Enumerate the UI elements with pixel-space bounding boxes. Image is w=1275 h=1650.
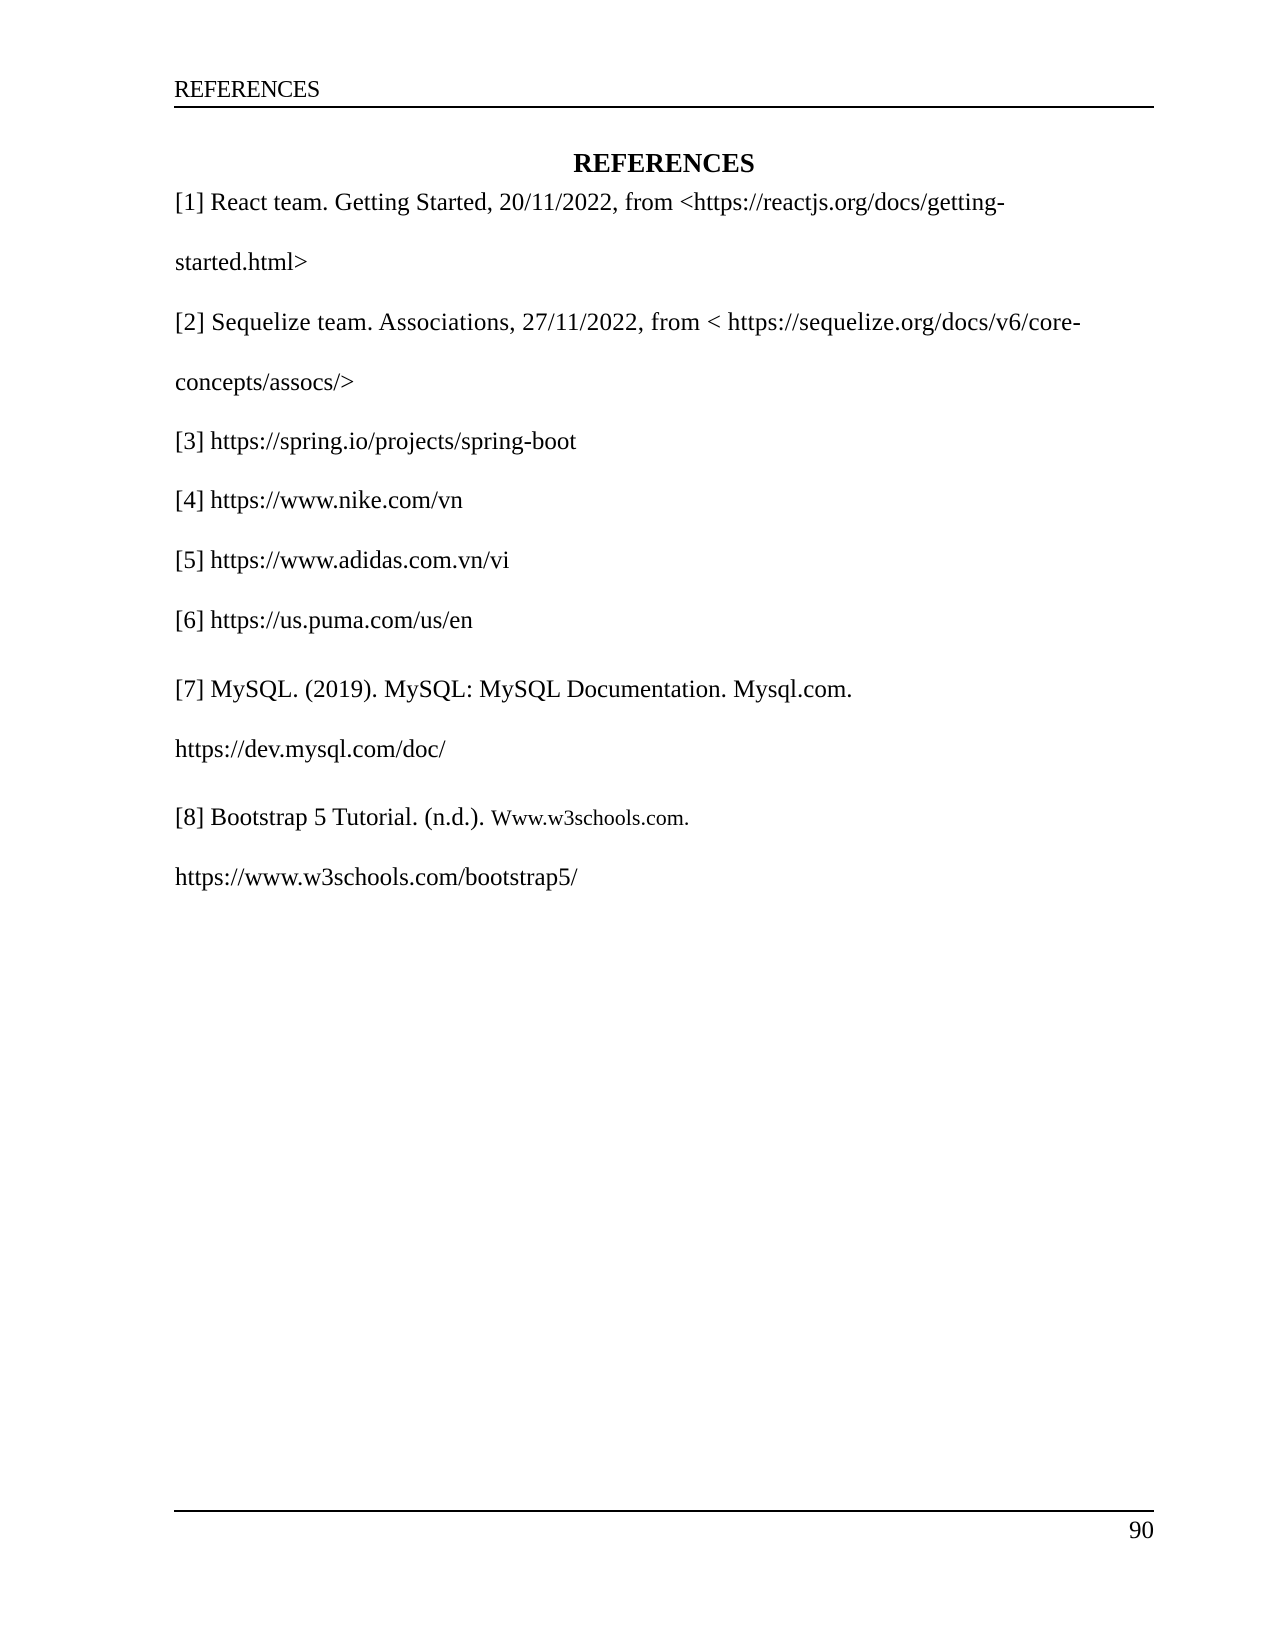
reference-8-line-2: https://www.w3schools.com/bootstrap5/ — [175, 864, 578, 891]
reference-8-line-1 — [175, 803, 689, 833]
page-number: 90 — [1129, 1517, 1154, 1544]
reference-1-line-2: started.html> — [175, 249, 308, 276]
reference-7-line-2: https://dev.mysql.com/doc/ — [175, 736, 446, 763]
page-title: REFERENCES — [573, 148, 755, 178]
reference-8-title: [8] Bootstrap 5 Tutorial. (n.d.). — [175, 804, 491, 831]
reference-2-line-1: [2] Sequelize team. Associations, 27/11/2022, from < https://sequelize.org/docs/v6/core- — [175, 309, 1082, 336]
running-header-title: REFERENCES — [174, 77, 320, 103]
reference-1-line-1: [1] React team. Getting Started, 20/11/2022, from <https://reactjs.org/docs/getting- — [175, 189, 1005, 216]
reference-8-site: Www.w3schools.com. — [490, 805, 690, 830]
reference-7-line-1: [7] MySQL. (2019). MySQL: MySQL Documentation. Mysql.com. — [175, 676, 853, 703]
running-header — [174, 76, 1154, 108]
footer-rule — [174, 1510, 1154, 1512]
reference-4: [4] https://www.nike.com/vn — [175, 487, 463, 514]
reference-6: [6] https://us.puma.com/us/en — [175, 607, 473, 634]
reference-3: [3] https://spring.io/projects/spring-boot — [175, 428, 577, 455]
reference-2-line-2: concepts/assocs/> — [175, 369, 355, 396]
reference-5: [5] https://www.adidas.com.vn/vi — [175, 547, 510, 574]
